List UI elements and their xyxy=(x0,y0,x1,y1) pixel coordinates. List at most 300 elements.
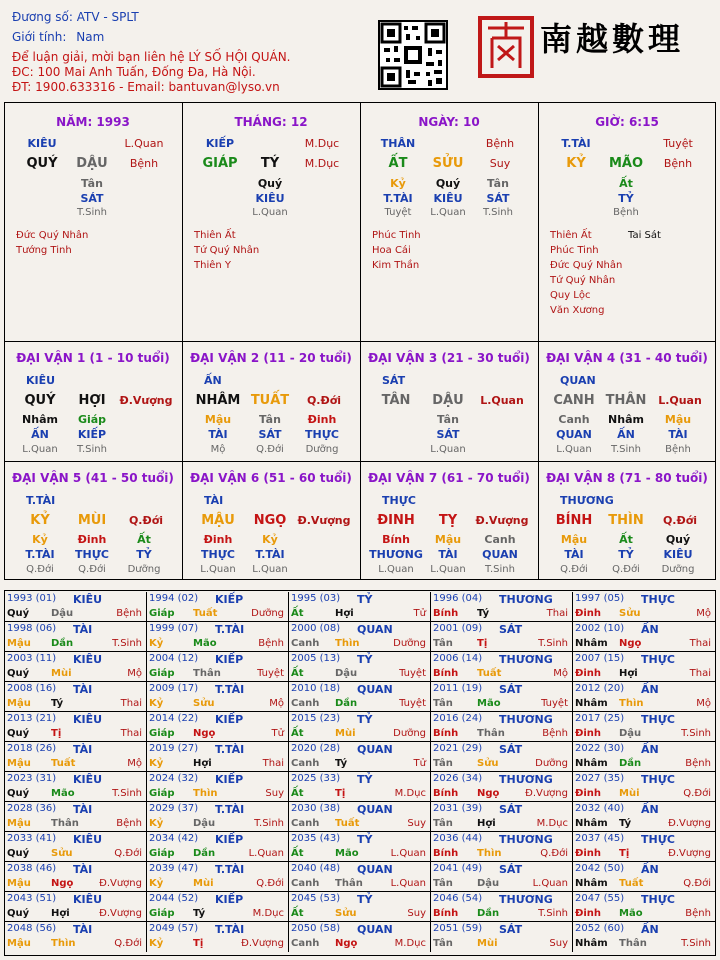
year-god: THƯƠNG xyxy=(499,892,553,906)
hidden-god: ẤN xyxy=(31,428,49,441)
year-phase: Thai xyxy=(120,697,142,709)
hidden-stem: Nhâm xyxy=(22,413,58,426)
dai-van-phase: Đ.Vượng xyxy=(119,394,173,407)
year-phase: Q.Đới xyxy=(683,787,711,799)
year-stem: Mậu xyxy=(7,877,31,889)
year-stem: Canh xyxy=(291,817,320,829)
hidden-god: KIẾP xyxy=(77,428,107,441)
pillar-stem: KỶ xyxy=(566,156,586,171)
hidden-phase: Q.Đới xyxy=(612,564,640,575)
pillar-branch: DẬU xyxy=(76,156,108,171)
year-stem: Giáp xyxy=(149,907,175,919)
year-phase: Tử xyxy=(413,757,426,769)
hidden-stem: Tân xyxy=(437,413,459,426)
star-item: Quy Lộc xyxy=(550,290,591,301)
year-label: 2020 (28) xyxy=(291,742,341,754)
year-cell xyxy=(5,772,147,802)
hidden-god: TÀI xyxy=(438,548,458,561)
year-label: 2036 (44) xyxy=(433,832,483,844)
pillar-phase: M.Dục xyxy=(304,157,340,170)
year-branch: Thân xyxy=(193,667,221,679)
year-label: 2038 (46) xyxy=(7,862,57,874)
pillar-stem: GIÁP xyxy=(202,156,238,171)
hidden-phase: L.Quan xyxy=(430,207,466,218)
year-stem: Canh xyxy=(291,937,320,949)
star-item: Văn Xương xyxy=(550,305,605,316)
year-phase: Đ.Vượng xyxy=(241,937,284,949)
dai-van-stem: TÂN xyxy=(381,393,411,408)
year-stem: Tân xyxy=(433,697,453,709)
hidden-god: TÀI xyxy=(208,428,228,441)
dai-van-phase: Q.Đới xyxy=(128,514,164,527)
pillar-god-branch: Tuyệt xyxy=(663,137,693,150)
year-label: 2032 (40) xyxy=(575,802,625,814)
year-stem: Tân xyxy=(433,637,453,649)
year-cell xyxy=(147,832,289,862)
hidden-god: ẤN xyxy=(617,428,635,441)
hidden-phase: L.Quan xyxy=(378,564,414,575)
star-item: Tứ Quý Nhân xyxy=(550,275,616,286)
year-cell xyxy=(573,772,715,802)
star-item: Tai Sát xyxy=(628,230,661,241)
year-phase: Mộ xyxy=(696,697,711,709)
year-branch: Hợi xyxy=(477,817,496,829)
year-god: KIÊU xyxy=(73,772,103,786)
year-label: 2005 (13) xyxy=(291,652,341,664)
year-branch: Dậu xyxy=(477,877,500,889)
year-branch: Dần xyxy=(477,907,500,919)
hidden-god: QUAN xyxy=(482,548,518,561)
year-stem: Nhâm xyxy=(575,637,608,649)
year-phase: L.Quan xyxy=(390,877,426,889)
year-god: SÁT xyxy=(499,742,523,756)
year-cell xyxy=(5,622,147,652)
hidden-stem: Ất xyxy=(619,177,633,190)
year-god: THƯƠNG xyxy=(499,652,553,666)
year-god: THỰC xyxy=(641,832,675,846)
year-stem: Tân xyxy=(433,757,453,769)
year-cell xyxy=(289,772,431,802)
hidden-stem: Tân xyxy=(487,177,509,190)
year-branch: Hợi xyxy=(193,757,212,769)
year-stem: Nhâm xyxy=(575,937,608,949)
hidden-god: THỰC xyxy=(75,548,109,561)
year-god: KIẾP xyxy=(215,712,244,726)
year-label: 2051 (59) xyxy=(433,922,483,934)
year-label: 2015 (23) xyxy=(291,712,341,724)
pillar-title: NGÀY: 10 xyxy=(418,115,480,129)
year-label: 1999 (07) xyxy=(149,622,199,634)
year-god: KIÊU xyxy=(73,592,103,606)
year-god: T.TÀI xyxy=(215,802,245,816)
year-label: 2039 (47) xyxy=(149,862,199,874)
year-god: THƯƠNG xyxy=(499,712,553,726)
star-item: Tướng Tinh xyxy=(16,245,72,256)
year-cell xyxy=(573,712,715,742)
year-stem: Đinh xyxy=(575,607,602,619)
year-god: THỰC xyxy=(641,892,675,906)
year-label: 2010 (18) xyxy=(291,682,341,694)
year-god: ẤN xyxy=(641,682,659,696)
hidden-stem: Quý xyxy=(665,533,691,546)
year-cell xyxy=(573,592,715,622)
year-stem: Mậu xyxy=(7,757,31,769)
year-branch: Mão xyxy=(51,787,75,799)
year-branch: Thìn xyxy=(51,937,76,949)
year-phase: T.Sinh xyxy=(112,637,142,649)
year-branch: Thìn xyxy=(335,637,360,649)
hidden-god: SÁT xyxy=(258,428,282,441)
hidden-phase: Bệnh xyxy=(613,207,639,218)
contact-intro: Để luận giải, mời bạn liên hệ LÝ SỐ HỘI QUÁN. xyxy=(12,50,291,64)
year-branch: Tý xyxy=(51,697,64,709)
year-stem: Ất xyxy=(291,607,304,619)
year-stem: Bính xyxy=(433,667,459,679)
year-god: THƯƠNG xyxy=(499,832,553,846)
year-cell xyxy=(431,862,573,892)
year-god: SÁT xyxy=(499,922,523,936)
year-phase: M.Dục xyxy=(536,817,568,829)
year-branch: Hợi xyxy=(335,607,354,619)
year-label: 2011 (19) xyxy=(433,682,483,694)
year-branch: Ngọ xyxy=(335,937,358,949)
year-branch: Tị xyxy=(619,847,630,859)
year-branch: Tý xyxy=(477,607,490,619)
gender-value: Nam xyxy=(76,30,105,44)
year-stem: Bính xyxy=(433,787,459,799)
year-label: 2040 (48) xyxy=(291,862,341,874)
hidden-stem: Giáp xyxy=(77,413,107,426)
year-cell xyxy=(431,652,573,682)
year-stem: Ất xyxy=(291,907,304,919)
year-branch: Mão xyxy=(193,637,217,649)
year-stem: Mậu xyxy=(7,637,31,649)
dai-van-branch: THÂN xyxy=(605,393,647,408)
pillar-title: THÁNG: 12 xyxy=(234,115,308,129)
year-cell xyxy=(573,832,715,862)
year-phase: Suy xyxy=(549,937,568,949)
year-label: 1994 (02) xyxy=(149,592,199,604)
year-phase: Thai xyxy=(120,727,142,739)
year-branch: Thìn xyxy=(193,787,218,799)
year-label: 2007 (15) xyxy=(575,652,625,664)
dai-van-stem: KỶ xyxy=(30,513,50,528)
year-label: 2017 (25) xyxy=(575,712,625,724)
year-phase: M.Dục xyxy=(394,787,426,799)
year-label: 1997 (05) xyxy=(575,592,625,604)
hidden-phase: T.Sinh xyxy=(77,207,107,218)
qr-code-image xyxy=(378,20,448,90)
year-stem: Đinh xyxy=(575,847,602,859)
pillar-title: NĂM: 1993 xyxy=(56,115,130,129)
year-god: KIÊU xyxy=(73,832,103,846)
year-phase: Thai xyxy=(689,637,711,649)
year-god: TÀI xyxy=(73,742,93,756)
star-item: Hoa Cái xyxy=(372,245,411,256)
year-cell xyxy=(5,922,147,952)
year-stem: Mậu xyxy=(7,817,31,829)
dai-van-stem: BÍNH xyxy=(555,513,593,528)
year-stem: Quý xyxy=(7,607,30,619)
year-cell xyxy=(147,922,289,952)
year-branch: Tý xyxy=(619,817,632,829)
year-branch: Sửu xyxy=(193,697,215,709)
star-item: Thiên Y xyxy=(194,260,232,271)
year-cell xyxy=(431,922,573,952)
year-cell xyxy=(5,892,147,922)
hidden-phase: L.Quan xyxy=(200,564,236,575)
year-phase: Mộ xyxy=(269,697,284,709)
year-phase: Mộ xyxy=(553,667,568,679)
year-phase: Bệnh xyxy=(685,757,711,769)
year-label: 2044 (52) xyxy=(149,892,199,904)
year-god: SÁT xyxy=(499,622,523,636)
hidden-god: KIÊU xyxy=(663,548,693,561)
hidden-god: SÁT xyxy=(436,428,460,441)
year-phase: Suy xyxy=(407,907,426,919)
year-god: THƯƠNG xyxy=(499,592,553,606)
year-cell xyxy=(147,652,289,682)
hidden-phase: Q.Đới xyxy=(560,564,588,575)
hidden-stem: Canh xyxy=(558,413,590,426)
year-branch: Tị xyxy=(193,937,204,949)
year-god: KIÊU xyxy=(73,892,103,906)
dai-van-branch: HỢI xyxy=(78,393,106,408)
year-branch: Thân xyxy=(335,877,363,889)
year-branch: Dậu xyxy=(335,667,358,679)
year-cell xyxy=(5,712,147,742)
year-phase: Suy xyxy=(407,817,426,829)
year-stem: Kỷ xyxy=(149,637,164,649)
dai-van-title: ĐẠI VẬN 3 (21 - 30 tuổi) xyxy=(368,351,530,365)
year-cell xyxy=(431,682,573,712)
year-phase: Q.Đới xyxy=(540,847,568,859)
dai-van-phase: Đ.Vượng xyxy=(475,514,529,527)
year-phase: Bệnh xyxy=(258,637,284,649)
hidden-stem: Đinh xyxy=(307,413,337,426)
hidden-god: TỶ xyxy=(618,192,634,205)
year-branch: Tị xyxy=(51,727,62,739)
year-branch: Dậu xyxy=(51,607,74,619)
star-item: Đức Quý Nhân xyxy=(550,260,623,271)
hidden-phase: Tuyệt xyxy=(384,207,412,218)
year-branch: Thân xyxy=(477,727,505,739)
year-stem: Giáp xyxy=(149,787,175,799)
hidden-stem: Mậu xyxy=(560,533,588,546)
year-label: 2016 (24) xyxy=(433,712,483,724)
year-label: 2043 (51) xyxy=(7,892,57,904)
year-stem: Tân xyxy=(433,817,453,829)
year-branch: Ngọ xyxy=(477,787,500,799)
year-label: 2050 (58) xyxy=(291,922,341,934)
year-cell xyxy=(147,892,289,922)
year-phase: M.Dục xyxy=(394,937,426,949)
hidden-stem: Đinh xyxy=(203,533,233,546)
hidden-god: THƯƠNG xyxy=(369,548,423,561)
year-cell xyxy=(573,862,715,892)
dai-van-phase: L.Quan xyxy=(480,394,524,407)
year-god: T.TÀI xyxy=(215,862,245,876)
year-cell xyxy=(147,622,289,652)
year-branch: Tuất xyxy=(477,667,502,679)
dai-van-stem: MẬU xyxy=(201,513,235,528)
year-phase: Mộ xyxy=(127,757,142,769)
dai-van-branch: MÙI xyxy=(77,513,107,528)
year-branch: Ngọ xyxy=(619,637,642,649)
year-cell xyxy=(147,712,289,742)
year-phase: T.Sinh xyxy=(538,637,568,649)
year-god: ẤN xyxy=(641,742,659,756)
hidden-stem: Kỷ xyxy=(32,533,48,546)
year-branch: Thân xyxy=(51,817,79,829)
year-stem: Kỷ xyxy=(149,877,164,889)
pillar-phase: Bệnh xyxy=(663,157,693,170)
year-stem: Kỷ xyxy=(149,937,164,949)
pillar-god-branch: L.Quan xyxy=(124,137,164,150)
year-stem: Ất xyxy=(291,667,304,679)
year-label: 2022 (30) xyxy=(575,742,625,754)
year-branch: Mùi xyxy=(193,877,214,889)
year-god: THỰC xyxy=(641,592,675,606)
year-branch: Tý xyxy=(335,757,348,769)
year-branch: Hợi xyxy=(51,907,70,919)
year-cell xyxy=(431,742,573,772)
subject-label: Đương số: ATV - SPLT xyxy=(12,10,139,24)
hidden-god: QUAN xyxy=(556,428,592,441)
dai-van-phase: Đ.Vượng xyxy=(297,514,351,527)
year-cell xyxy=(573,652,715,682)
hidden-god: T.TÀI xyxy=(383,192,413,205)
hidden-god: TỶ xyxy=(618,548,634,561)
year-god: T.TÀI xyxy=(215,622,245,636)
pillar-god-stem: KIÊU xyxy=(27,137,57,150)
year-cell xyxy=(147,742,289,772)
hidden-phase: L.Quan xyxy=(430,564,466,575)
hidden-phase: Dưỡng xyxy=(305,444,339,455)
dai-van-title: ĐẠI VẬN 6 (51 - 60 tuổi) xyxy=(190,471,352,485)
hidden-god: THỰC xyxy=(305,428,339,441)
year-stem: Bính xyxy=(433,607,459,619)
year-cell xyxy=(289,862,431,892)
year-god: TÀI xyxy=(73,802,93,816)
year-branch: Dần xyxy=(51,637,74,649)
year-stem: Canh xyxy=(291,757,320,769)
year-stem: Ất xyxy=(291,727,304,739)
hidden-stem: Kỷ xyxy=(390,177,406,190)
red-seal-logo xyxy=(478,16,534,78)
dai-van-branch: THÌN xyxy=(608,513,644,528)
year-branch: Sửu xyxy=(51,847,73,859)
year-branch: Dậu xyxy=(193,817,216,829)
year-cell xyxy=(289,622,431,652)
hidden-phase: Dưỡng xyxy=(127,564,161,575)
year-phase: Đ.Vượng xyxy=(668,847,711,859)
year-label: 2034 (42) xyxy=(149,832,199,844)
hidden-god: TỶ xyxy=(136,548,152,561)
year-branch: Tuất xyxy=(335,817,360,829)
dai-van-stem: QUÝ xyxy=(24,393,56,408)
year-label: 2028 (36) xyxy=(7,802,57,814)
year-stem: Giáp xyxy=(149,847,175,859)
year-god: THỰC xyxy=(641,712,675,726)
year-phase: T.Sinh xyxy=(112,787,142,799)
year-god: ẤN xyxy=(641,922,659,936)
year-god: KIẾP xyxy=(215,652,244,666)
dai-van-title: ĐẠI VẬN 2 (11 - 20 tuổi) xyxy=(190,351,352,365)
year-label: 2047 (55) xyxy=(575,892,625,904)
dai-van-branch: NGỌ xyxy=(253,513,287,528)
year-label: 2027 (35) xyxy=(575,772,625,784)
year-cell xyxy=(5,832,147,862)
year-label: 2052 (60) xyxy=(575,922,625,934)
year-label: 2049 (57) xyxy=(149,922,199,934)
year-god: KIẾP xyxy=(215,592,244,606)
year-phase: Bệnh xyxy=(685,907,711,919)
phone-email[interactable]: ĐT: 1900.633316 - Email: bantuvan@lyso.vn xyxy=(12,80,280,94)
year-phase: Q.Đới xyxy=(683,877,711,889)
year-god: TÀI xyxy=(73,682,93,696)
hidden-phase: T.Sinh xyxy=(483,207,513,218)
year-phase: Q.Đới xyxy=(114,937,142,949)
dai-van-god: SÁT xyxy=(382,374,406,387)
year-branch: Ngọ xyxy=(51,877,74,889)
year-branch: Thìn xyxy=(619,697,644,709)
year-label: 2019 (27) xyxy=(149,742,199,754)
year-branch: Sửu xyxy=(477,757,499,769)
year-label: 2001 (09) xyxy=(433,622,483,634)
year-branch: Mùi xyxy=(335,727,356,739)
year-cell xyxy=(289,892,431,922)
hidden-phase: Mộ xyxy=(210,444,226,455)
dai-van-god: T.TÀI xyxy=(26,494,56,507)
year-label: 1993 (01) xyxy=(7,592,57,604)
dai-van-title: ĐẠI VẬN 4 (31 - 40 tuổi) xyxy=(546,351,708,365)
year-god: TỶ xyxy=(357,832,373,846)
year-label: 2013 (21) xyxy=(7,712,57,724)
year-branch: Mùi xyxy=(51,667,72,679)
year-branch: Tý xyxy=(193,907,206,919)
dai-van-phase: Q.Đới xyxy=(662,514,698,527)
year-god: ẤN xyxy=(641,802,659,816)
year-label: 1995 (03) xyxy=(291,592,341,604)
pillar-branch: TÝ xyxy=(260,156,280,171)
hidden-stem: Ất xyxy=(137,533,151,546)
year-god: T.TÀI xyxy=(215,742,245,756)
dai-van-god: THỰC xyxy=(382,494,416,507)
year-stem: Quý xyxy=(7,787,30,799)
year-label: 2003 (11) xyxy=(7,652,57,664)
hidden-stem: Quý xyxy=(435,177,461,190)
hidden-stem: Tân xyxy=(81,177,103,190)
year-stem: Canh xyxy=(291,877,320,889)
year-label: 2014 (22) xyxy=(149,712,199,724)
year-label: 2031 (39) xyxy=(433,802,483,814)
year-phase: Tuyệt xyxy=(399,697,426,709)
year-stem: Bính xyxy=(433,907,459,919)
year-branch: Mùi xyxy=(477,937,498,949)
year-label: 2012 (20) xyxy=(575,682,625,694)
year-label: 2037 (45) xyxy=(575,832,625,844)
star-item: Phúc Tinh xyxy=(550,245,599,256)
year-label: 2004 (12) xyxy=(149,652,199,664)
hidden-phase: Q.Đới xyxy=(26,564,54,575)
year-god: QUAN xyxy=(357,682,393,696)
hidden-phase: L.Quan xyxy=(252,207,288,218)
year-god: ẤN xyxy=(641,622,659,636)
year-stem: Giáp xyxy=(149,727,175,739)
hidden-phase: L.Quan xyxy=(22,444,58,455)
dai-van-god: ẤN xyxy=(204,374,222,387)
